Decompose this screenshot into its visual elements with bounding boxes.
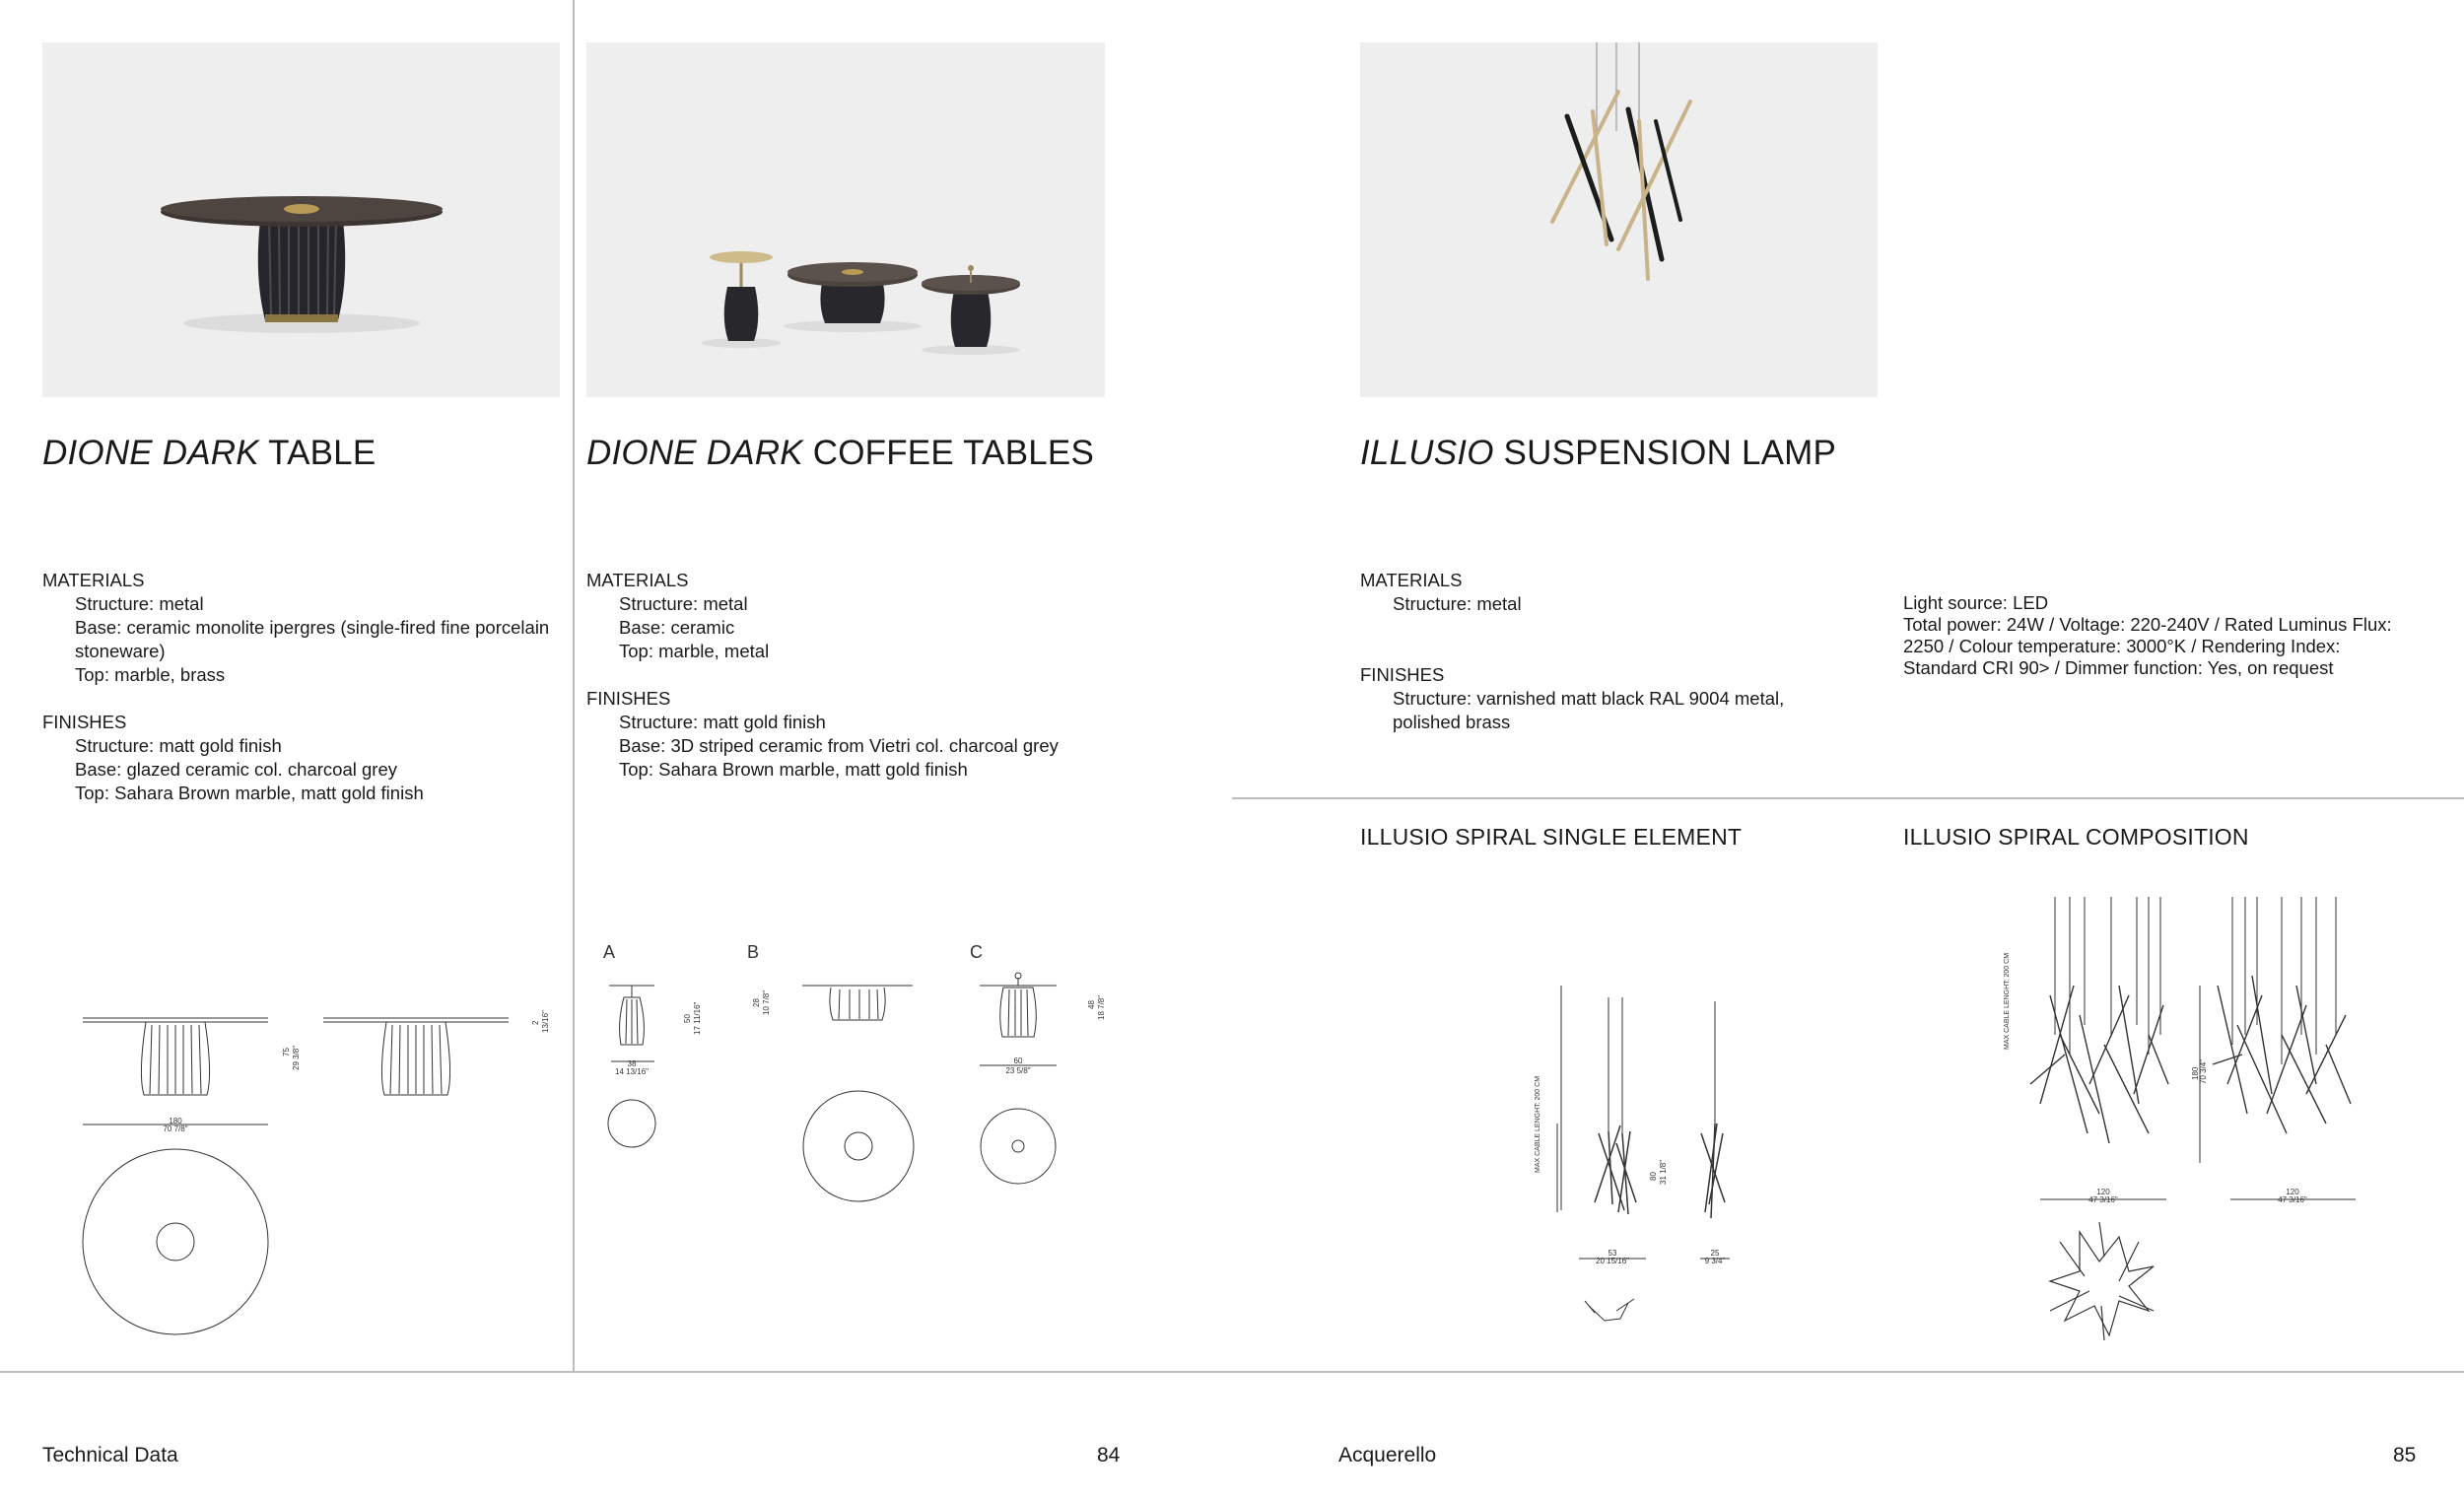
comp-w1-cm: 120 <box>2096 1188 2110 1196</box>
b-height-cm: 28 <box>752 998 761 1007</box>
dim-height-cm: 75 <box>282 1048 291 1057</box>
title-rest: SUSPENSION LAMP <box>1493 434 1837 472</box>
single-w1-cm: 53 <box>1608 1249 1617 1258</box>
materials-heading: MATERIALS <box>586 570 689 590</box>
dim-width-in: 70 7/8" <box>163 1125 188 1133</box>
coffee-tables-drawing <box>591 936 1124 1212</box>
material-item: Top: marble, metal <box>619 641 770 661</box>
single-cable-label: MAX CABLE LENGHT: 200 CM <box>1535 1075 1541 1173</box>
finishes-heading: FINISHES <box>586 688 671 709</box>
comp-height-in: 70 3/4" <box>2199 1058 2208 1084</box>
c-width-in: 23 5/8" <box>1005 1066 1031 1075</box>
light-power: Total power: 24W / Voltage: 220-240V / Rated Luminus Flux: 2250 / Colour temperature: 3000°K / Rendering Index: Standard CRI 90> / Dimmer function: Yes, on request <box>1903 614 2392 678</box>
dim-height-in: 29 3/8" <box>292 1045 301 1070</box>
illusio-specs <box>1360 569 1794 734</box>
title-italic: ILLUSIO <box>1360 434 1494 472</box>
dim-top-in: 13/16" <box>541 1010 550 1033</box>
finish-item: Base: glazed ceramic col. charcoal grey <box>75 759 397 780</box>
material-item: Top: marble, brass <box>75 664 226 685</box>
single-w1-in: 20 15/16" <box>1596 1257 1629 1265</box>
light-source: Light source: LED <box>1903 592 2049 613</box>
c-height-in: 18 7/8" <box>1097 994 1106 1020</box>
variant-a-letter: A <box>603 942 616 962</box>
title-rest: TABLE <box>258 434 376 472</box>
comp-height-cm: 180 <box>2191 1066 2200 1080</box>
title-rest: COFFEE TABLES <box>802 434 1095 472</box>
dione-dark-coffee-tables-title <box>586 434 1094 473</box>
single-height-in: 31 1/8" <box>1659 1159 1668 1185</box>
materials-heading: MATERIALS <box>42 570 145 590</box>
single-w2-in: 9 3/4" <box>1704 1257 1726 1265</box>
dione-dark-coffee-tables-photo <box>586 42 1105 397</box>
dim-width-cm: 180 <box>169 1117 182 1125</box>
finish-item: Structure: varnished matt black RAL 9004 metal, polished brass <box>1393 688 1785 732</box>
finish-item: Top: Sahara Brown marble, matt gold finish <box>75 783 424 803</box>
finish-item: Top: Sahara Brown marble, matt gold finish <box>619 759 968 780</box>
materials-heading: MATERIALS <box>1360 570 1463 590</box>
footer-section-label: Technical Data <box>42 1444 178 1466</box>
material-item: Base: ceramic <box>619 617 735 638</box>
variant-b-letter: B <box>747 942 760 962</box>
illusio-suspension-lamp-photo <box>1360 42 1878 397</box>
dione-dark-table-photo <box>42 42 560 397</box>
title-italic: DIONE DARK <box>586 434 803 472</box>
a-width-in: 14 13/16" <box>615 1067 649 1076</box>
material-item: Structure: metal <box>619 593 748 614</box>
illusio-composition-drawing <box>1991 887 2365 1370</box>
dim-top-cm: 2 <box>531 1020 540 1025</box>
footer-page-number-right: 85 <box>2393 1444 2417 1466</box>
footer-page-number-left: 84 <box>1097 1444 1121 1466</box>
lamp-section-divider <box>1232 797 2464 799</box>
illusio-light-specs <box>1903 592 2416 679</box>
illusio-single-drawing <box>1518 986 1754 1340</box>
finish-item: Structure: matt gold finish <box>75 735 282 756</box>
footer-divider <box>0 1371 2464 1373</box>
comp-w2-cm: 120 <box>2286 1188 2299 1196</box>
a-height-cm: 50 <box>683 1014 692 1023</box>
finishes-heading: FINISHES <box>1360 664 1445 685</box>
c-height-cm: 48 <box>1087 1000 1096 1009</box>
single-w2-cm: 25 <box>1710 1249 1720 1258</box>
single-height-cm: 80 <box>1649 1172 1658 1181</box>
variant-c-letter: C <box>970 942 983 962</box>
finishes-heading: FINISHES <box>42 712 127 732</box>
material-item: Structure: metal <box>1393 593 1522 614</box>
finish-item: Structure: matt gold finish <box>619 712 826 732</box>
finish-item: Base: 3D striped ceramic from Vietri col. charcoal grey <box>619 735 1059 756</box>
footer-collection-label: Acquerello <box>1338 1444 1437 1466</box>
column-divider <box>573 0 575 1372</box>
a-height-in: 17 11/16" <box>693 1001 702 1035</box>
illusio-composition-heading: ILLUSIO SPIRAL COMPOSITION <box>1903 824 2249 850</box>
a-width-cm: 38 <box>627 1059 637 1068</box>
material-item: Structure: metal <box>75 593 204 614</box>
comp-w2-in: 47 3/16" <box>2278 1195 2307 1204</box>
title-italic: DIONE DARK <box>42 434 259 472</box>
illusio-lamp-title <box>1360 434 1836 473</box>
dione-table-drawing <box>69 995 562 1350</box>
material-item: Base: ceramic monolite ipergres (single-fired fine porcelain stoneware) <box>75 617 550 661</box>
illusio-single-heading: ILLUSIO SPIRAL SINGLE ELEMENT <box>1360 824 1743 850</box>
comp-cable-label: MAX CABLE LENGHT: 200 CM <box>2004 952 2011 1050</box>
dione-table-specs <box>42 569 560 805</box>
dione-coffee-specs <box>586 569 1109 782</box>
comp-w1-in: 47 3/16" <box>2088 1195 2118 1204</box>
dione-dark-table-title <box>42 434 376 473</box>
c-width-cm: 60 <box>1013 1057 1023 1065</box>
b-height-in: 10 7/8" <box>762 989 771 1015</box>
